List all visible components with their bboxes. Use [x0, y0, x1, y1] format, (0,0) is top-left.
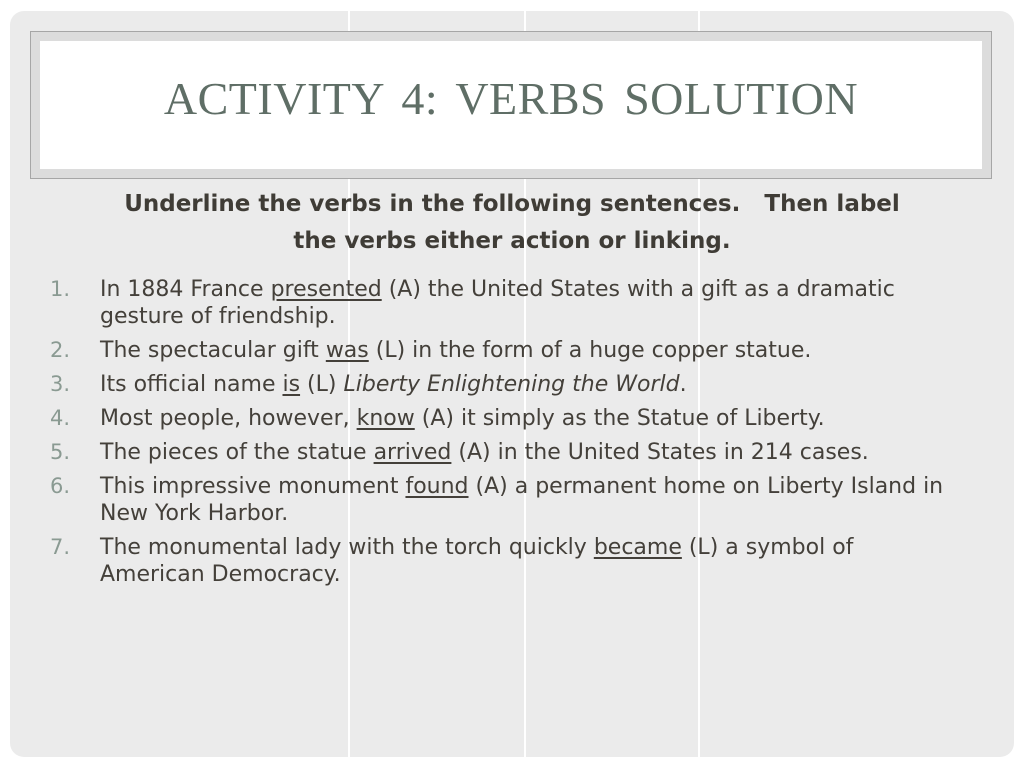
item-tag: (L) — [300, 372, 344, 397]
item-tag: (A) — [414, 406, 454, 431]
instruction-line1-part2: Then label — [764, 191, 900, 217]
list-item — [40, 405, 960, 432]
item-text-before: Most people, however, — [100, 406, 357, 431]
instruction-text — [50, 186, 974, 260]
item-verb: know — [356, 406, 415, 431]
item-text-before: The spectacular gift — [100, 338, 326, 363]
item-number: 7. — [50, 535, 71, 559]
list-item — [40, 439, 960, 466]
list-item — [40, 534, 960, 588]
item-text-after: the United States with a gift as a dramatic gesture of friendship. — [100, 277, 895, 329]
slide — [10, 11, 1014, 757]
item-tag: (L) — [368, 338, 406, 363]
item-verb: is — [282, 372, 301, 397]
list-item — [40, 473, 960, 527]
item-text-before: Its official name — [100, 372, 283, 397]
item-text-after: . — [679, 372, 687, 397]
item-number: 2. — [50, 338, 71, 362]
instruction-line1-part1: Underline the verbs in the following sentences. — [124, 191, 741, 217]
instruction-line2: the verbs either action or linking. — [293, 228, 731, 254]
item-number: 4. — [50, 406, 71, 430]
item-text-before: In 1884 France — [100, 277, 271, 302]
slide-title: ACTIVITY 4: VERBS SOLUTION — [163, 72, 859, 124]
item-text-after: a symbol of American Democracy. — [100, 535, 854, 587]
item-verb: presented — [270, 277, 382, 302]
item-text-before: This impressive monument — [100, 474, 406, 499]
item-italic-title: Liberty Enlightening the World — [343, 372, 680, 397]
list-item — [40, 371, 960, 398]
item-text-before: The pieces of the statue — [100, 440, 374, 465]
list-item — [40, 276, 960, 330]
item-text-after: it simply as the Statue of Liberty. — [453, 406, 825, 431]
item-verb: became — [593, 535, 682, 560]
item-tag: (A) — [381, 277, 421, 302]
item-text-after: a permanent home on Liberty Island in New York Harbor. — [100, 474, 944, 526]
item-text-after: in the form of a huge copper statue. — [405, 338, 812, 363]
item-number: 3. — [50, 372, 71, 396]
item-number: 1. — [50, 277, 71, 301]
item-text-after: in the United States in 214 cases. — [490, 440, 869, 465]
item-verb: arrived — [373, 440, 452, 465]
list-item — [40, 337, 960, 364]
sentence-list — [40, 276, 960, 595]
item-text-before: The monumental lady with the torch quickly — [100, 535, 594, 560]
item-number: 6. — [50, 474, 71, 498]
item-tag: (L) — [681, 535, 719, 560]
item-tag: (A) — [468, 474, 508, 499]
item-number: 5. — [50, 440, 71, 464]
item-verb: found — [405, 474, 469, 499]
item-tag: (A) — [451, 440, 491, 465]
title-frame — [30, 31, 992, 179]
item-verb: was — [325, 338, 369, 363]
title-box — [40, 41, 982, 169]
